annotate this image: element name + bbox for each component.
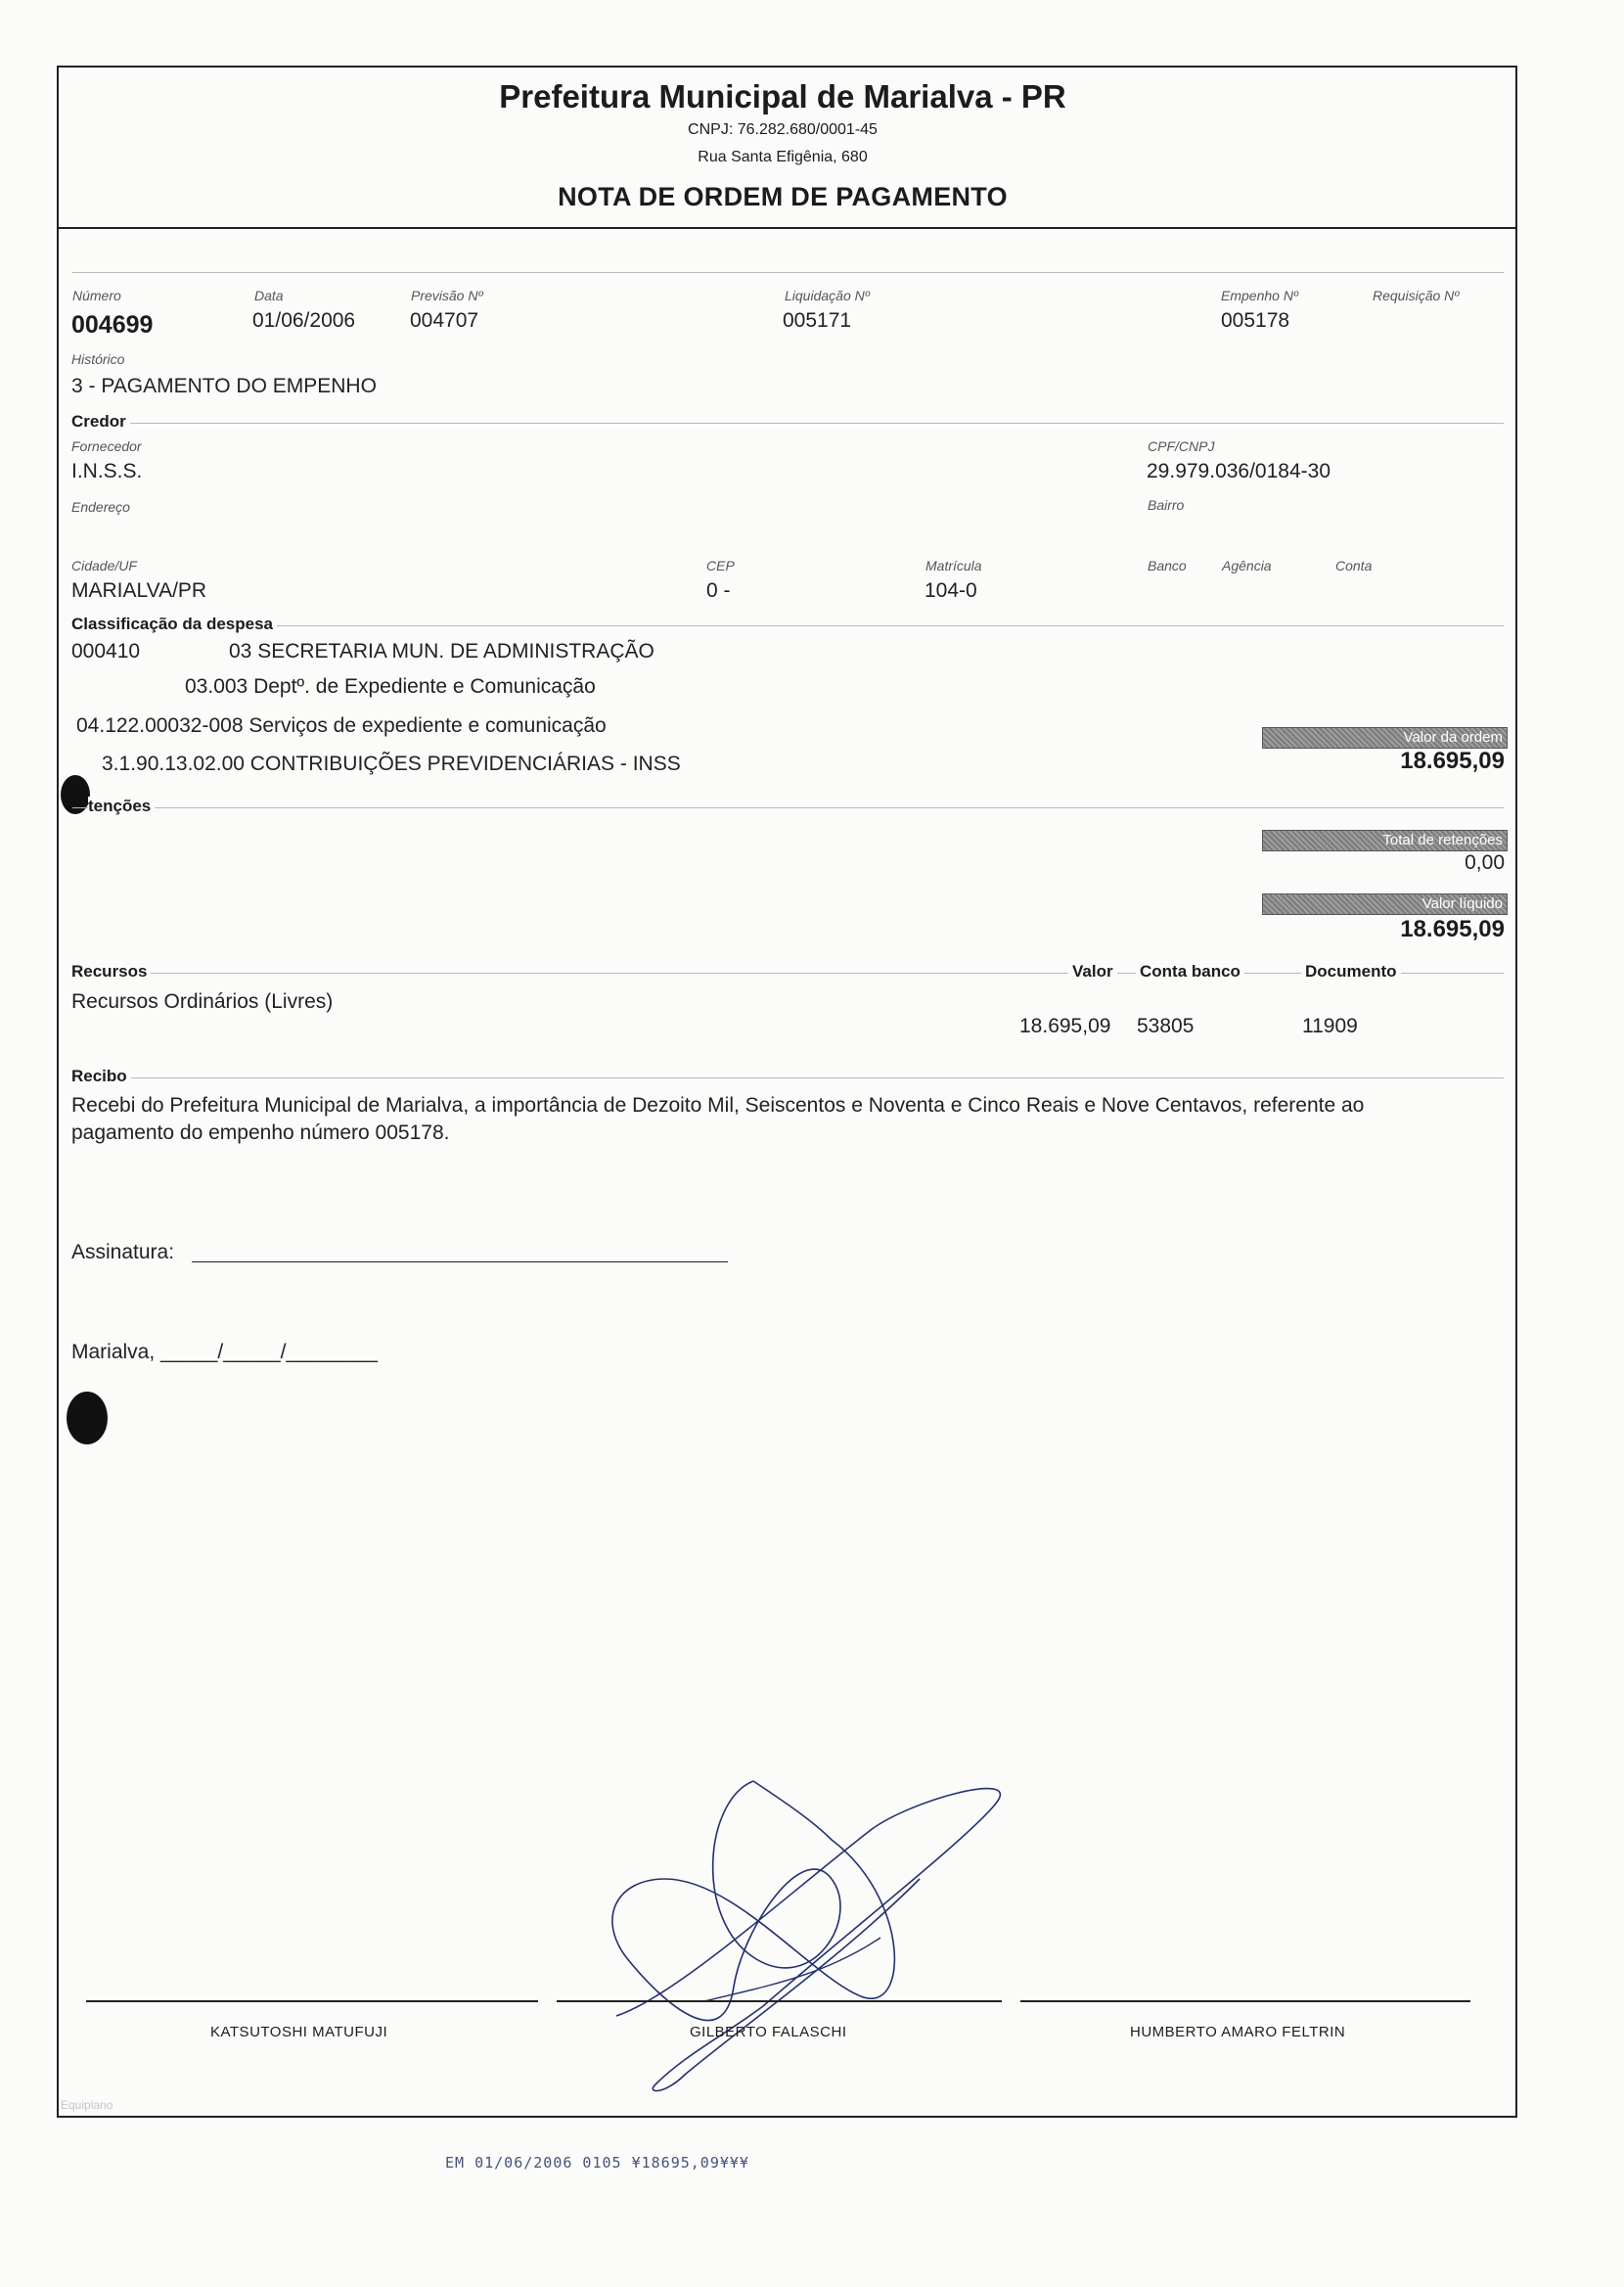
historico-value: 3 - PAGAMENTO DO EMPENHO [71,375,377,397]
credor-rule [72,423,1504,424]
recibo-rule [72,1077,1504,1078]
signature-line-2 [557,2000,1002,2002]
software-watermark: Equiplano [61,2098,113,2112]
recursos-col-valor: Valor [1068,962,1117,982]
print-stamp: EM 01/06/2006 0105 ¥18695,09¥¥¥ [445,2154,749,2172]
valor-ordem-header [1262,727,1508,749]
classificacao-line2: 03.003 Deptº. de Expediente e Comunicação [185,675,596,698]
signature-name-2: GILBERTO FALASCHI [690,2024,847,2040]
recursos-section-label: Recursos [71,962,151,982]
header-divider [57,227,1517,229]
credor-section-label: Credor [71,412,130,432]
valor-ordem-label: Valor da ordem [1403,729,1503,746]
empenho-label: Empenho Nº [1221,288,1299,303]
classificacao-code: 000410 [71,640,141,663]
recursos-col-conta: Conta banco [1136,962,1244,982]
valor-liquido-label: Valor líquido [1421,895,1503,912]
classificacao-line1: 03 SECRETARIA MUN. DE ADMINISTRAÇÃO [229,640,654,663]
matricula-value: 104-0 [925,579,977,602]
bairro-label: Bairro [1148,497,1185,513]
info-top-rule [72,272,1504,273]
liquidacao-value: 005171 [783,309,852,332]
retencoes-section-label: tenções [88,797,155,816]
assinatura-label: Assinatura: [71,1241,175,1263]
banco-label: Banco [1148,558,1187,573]
recursos-col-documento: Documento [1301,962,1401,982]
total-retencoes-value: 0,00 [1465,851,1505,874]
document-title: NOTA DE ORDEM DE PAGAMENTO [558,182,1008,211]
classificacao-section-label: Classificação da despesa [71,615,277,634]
recibo-section-label: Recibo [71,1067,131,1086]
conta-label: Conta [1335,558,1373,573]
data-label: Data [254,288,284,303]
page-title: Prefeitura Municipal de Marialva - PR [499,78,1066,114]
recibo-text-line1: Recebi do Prefeitura Municipal de Marialva, a importância de Dezoito Mil, Seiscentos e Noventa e Cinco Reais e Nove Centavos, referente ao [71,1094,1365,1117]
cidade-value: MARIALVA/PR [71,579,207,602]
fornecedor-label: Fornecedor [71,438,142,454]
recursos-documento: 11909 [1302,1015,1358,1037]
signature-name-1: KATSUTOSHI MATUFUJI [210,2024,388,2040]
classificacao-rule [72,625,1504,626]
cpf-label: CPF/CNPJ [1148,438,1215,454]
cep-value: 0 - [706,579,731,602]
retencoes-rule [72,807,1504,808]
recursos-rule [72,973,1504,974]
handwritten-signature [587,1761,1037,2133]
signature-name-3: HUMBERTO AMARO FELTRIN [1130,2024,1346,2040]
address-text: Rua Santa Efigênia, 680 [698,149,868,165]
classificacao-line3: 04.122.00032-008 Serviços de expediente e comunicação [76,714,607,737]
recursos-valor: 18.695,09 [1019,1015,1111,1037]
liquidacao-label: Liquidação Nº [785,288,870,303]
punch-hole-upper [61,775,90,814]
numero-value: 004699 [71,311,154,339]
recursos-conta: 53805 [1137,1015,1195,1037]
classificacao-line4: 3.1.90.13.02.00 CONTRIBUIÇÕES PREVIDENCIÁRIAS - INSS [102,753,681,775]
matricula-label: Matrícula [925,558,982,573]
previsao-label: Previsão Nº [411,288,483,303]
agencia-label: Agência [1222,558,1272,573]
recibo-text-line2: pagamento do empenho número 005178. [71,1121,450,1144]
fornecedor-value: I.N.S.S. [71,460,143,482]
recursos-descricao: Recursos Ordinários (Livres) [71,990,334,1013]
valor-ordem-value: 18.695,09 [1400,748,1505,774]
valor-liquido-value: 18.695,09 [1400,916,1505,942]
data-value: 01/06/2006 [252,309,356,332]
cidade-label: Cidade/UF [71,558,137,573]
local-date: Marialva, _____/_____/________ [71,1341,378,1363]
numero-label: Número [72,288,121,303]
signature-line-1 [86,2000,538,2002]
total-retencoes-header [1262,830,1508,851]
previsao-value: 004707 [410,309,479,332]
cpf-value: 29.979.036/0184-30 [1147,460,1331,482]
cep-label: CEP [706,558,735,573]
endereco-label: Endereço [71,499,130,515]
total-retencoes-label: Total de retenções [1382,832,1503,848]
requisicao-label: Requisição Nº [1373,288,1460,303]
punch-hole-lower [67,1392,108,1444]
valor-liquido-header [1262,893,1508,915]
signature-line-3 [1020,2000,1470,2002]
assinatura-line [192,1261,728,1262]
empenho-value: 005178 [1221,309,1290,332]
historico-label: Histórico [71,351,125,367]
cnpj-text: CNPJ: 76.282.680/0001-45 [688,121,878,138]
